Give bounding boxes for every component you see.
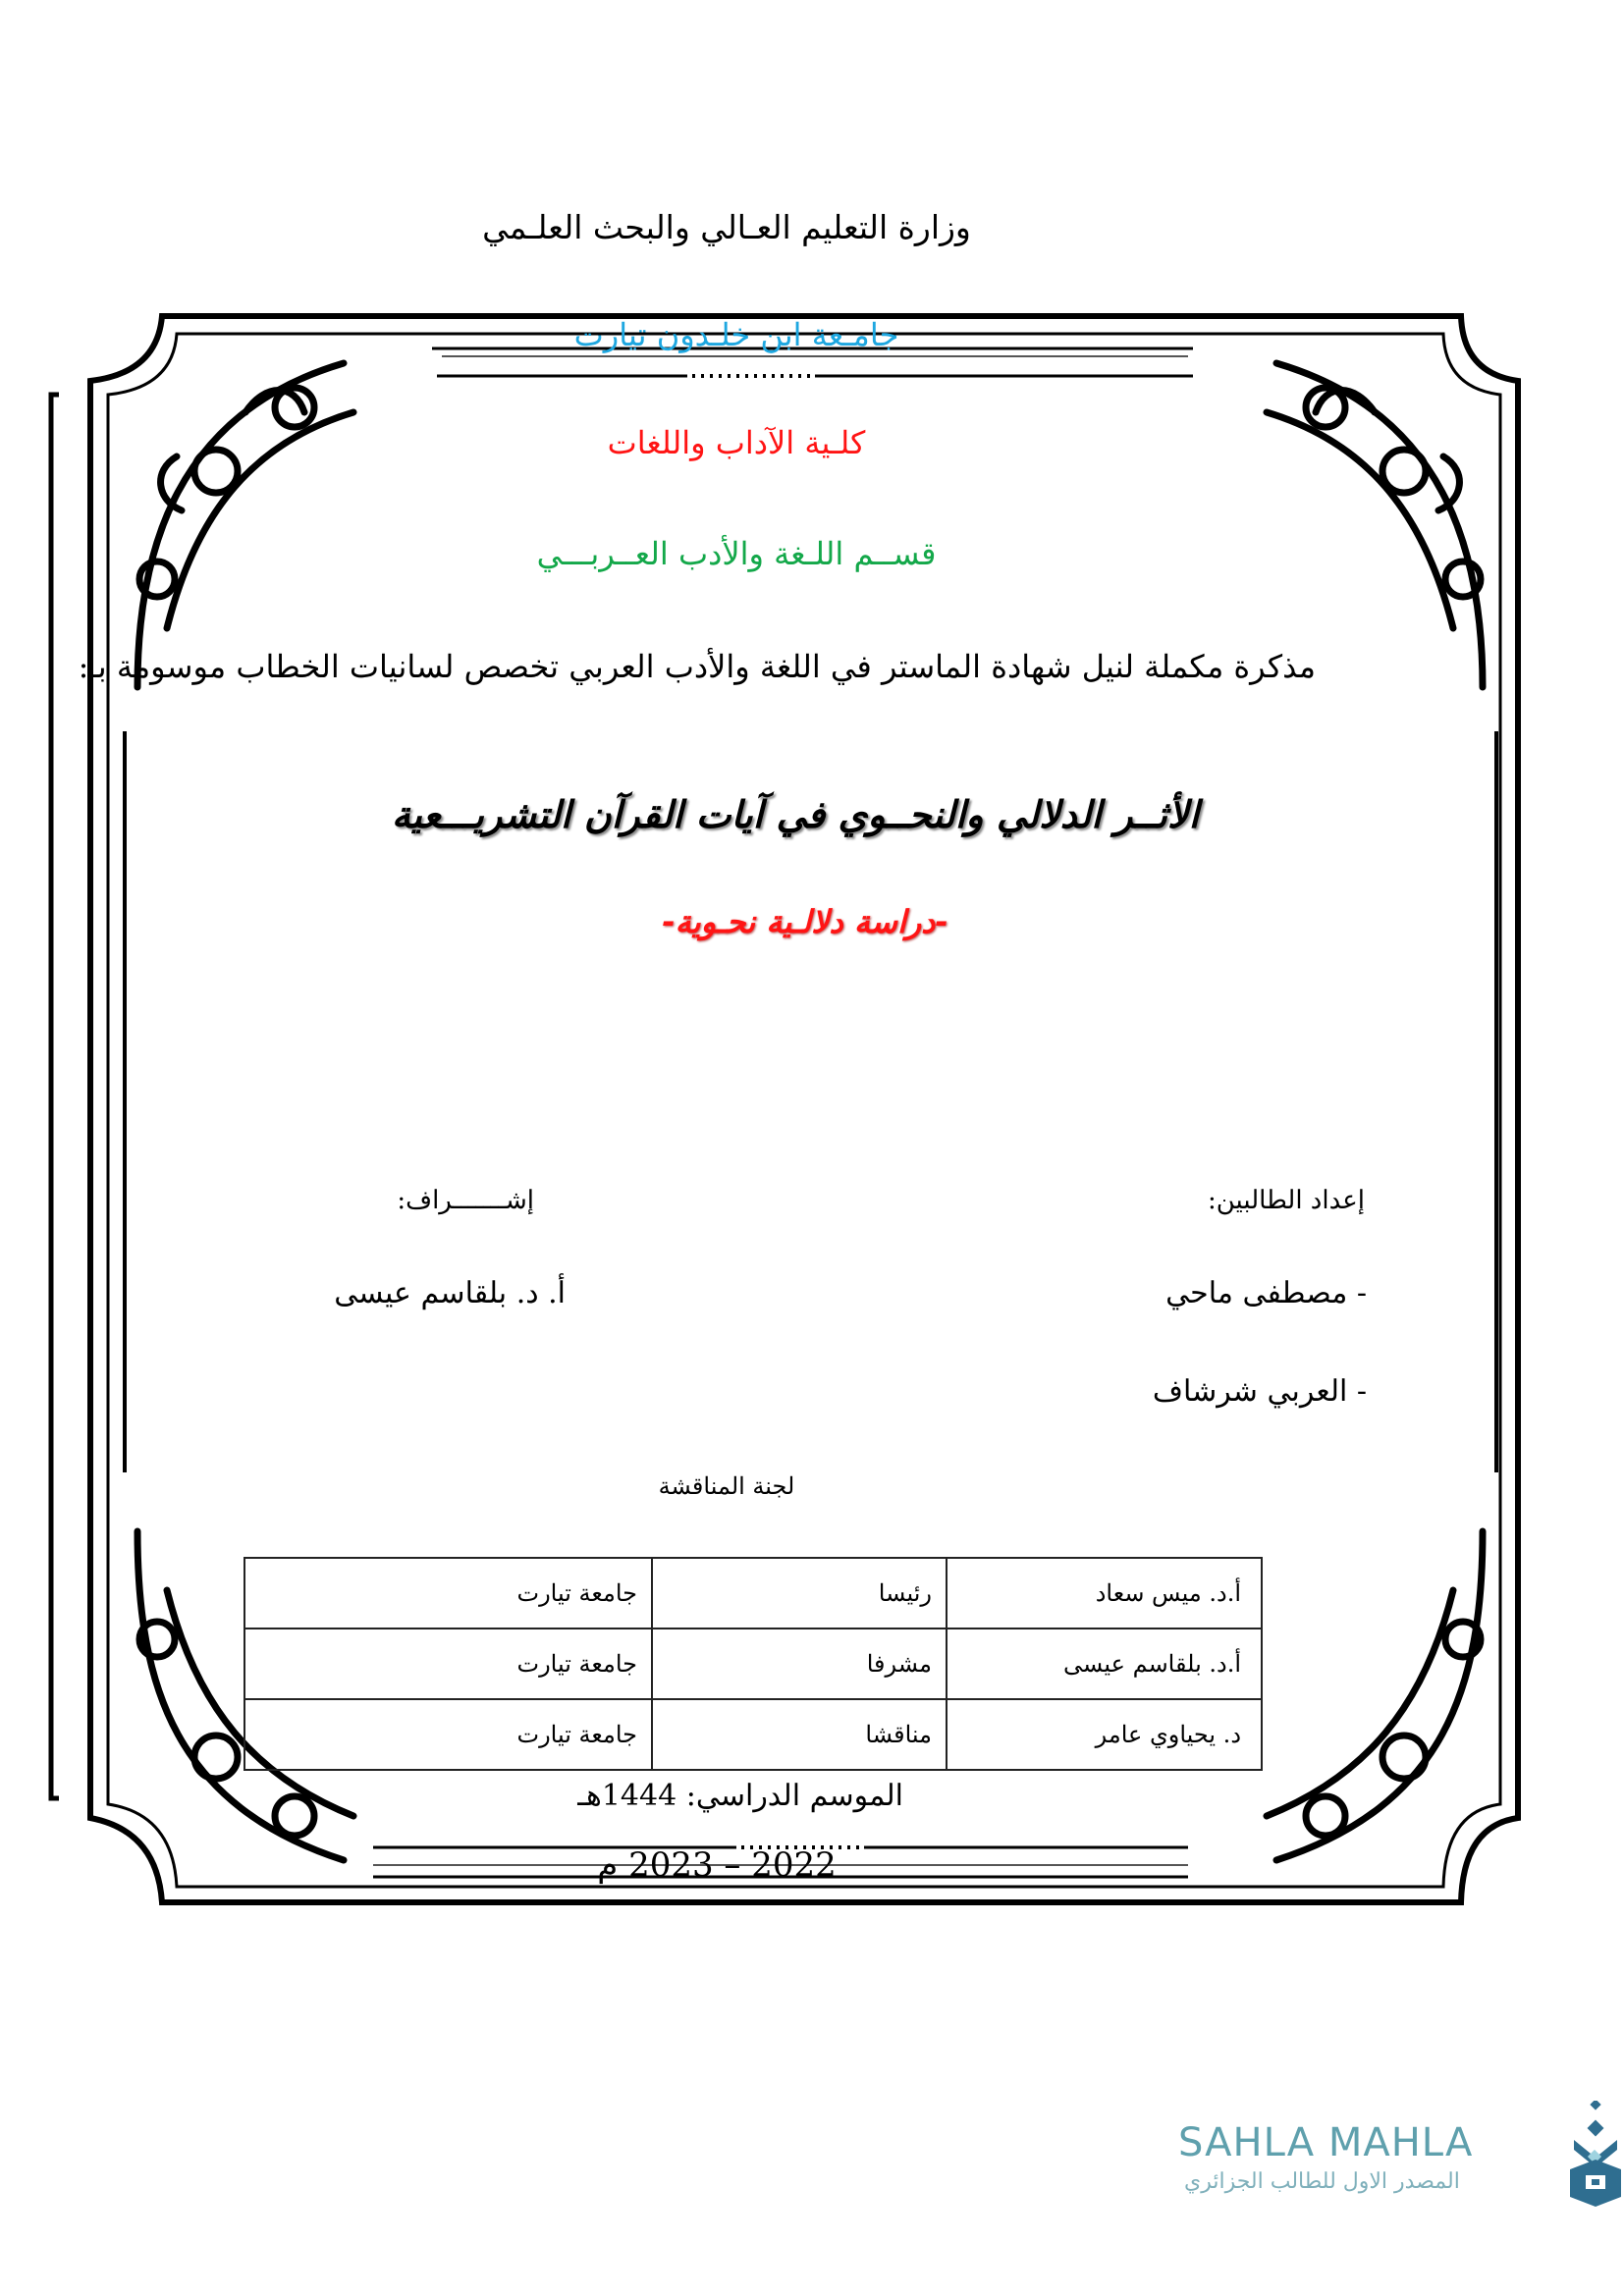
- member-name: د. يحياوي عامر: [947, 1699, 1262, 1770]
- table-row: [244, 1558, 1262, 1629]
- logo-brand: SAHLA MAHLA: [1178, 2120, 1474, 2165]
- member-institution: جامعة تيارت: [244, 1629, 652, 1699]
- supervisor-name: أ. د. بلقاسم عيسى: [334, 1276, 566, 1310]
- member-institution: جامعة تيارت: [244, 1699, 652, 1770]
- student-name: - العربي شرشاف: [1152, 1374, 1367, 1409]
- committee-title: لجنة المناقشة: [658, 1472, 795, 1500]
- academic-season: الموسم الدراسي: 1444هـ: [577, 1779, 903, 1813]
- table-row: [244, 1699, 1262, 1770]
- academic-years: 2022 – 2023 م: [597, 1845, 837, 1885]
- supervision-label: إشـــــــراف:: [397, 1186, 534, 1215]
- faculty-name: كلـية الآداب واللغات: [607, 424, 866, 461]
- department-name: قســم اللـغة والأدب العــربـــي: [536, 535, 937, 572]
- students-label: إعداد الطالبين:: [1207, 1186, 1365, 1215]
- member-role: رئيسا: [652, 1558, 947, 1629]
- ministry-heading: وزارة التعليم العـالي والبحث العلـمي: [482, 208, 971, 246]
- member-role: مناقشا: [652, 1699, 947, 1770]
- member-name: أ.د. ميس سعاد: [947, 1558, 1262, 1629]
- thesis-title: الأثــر الدلالي والنحــوي في آيات القرآن التشريـــعية: [391, 793, 1200, 836]
- member-name: أ.د. بلقاسم عيسى: [947, 1629, 1262, 1699]
- member-institution: جامعة تيارت: [244, 1558, 652, 1629]
- student-name: - مصطفى ماحي: [1165, 1276, 1367, 1310]
- watermark-logo: [1178, 2110, 1624, 2218]
- logo-tagline: المصدر الاول للطالب الجزائري: [1184, 2169, 1460, 2194]
- university-name: جامـعة ابن خلـدون تيارت: [573, 316, 899, 353]
- memo-description: مذكرة مكملة لنيل شهادة الماستر في اللغة والأدب العربي تخصص لسانيات الخطاب موسومة بـ:: [78, 648, 1316, 685]
- thesis-subtitle: -دراسة دلالـية نحـوية-: [662, 903, 948, 940]
- member-role: مشرفا: [652, 1629, 947, 1699]
- arabic-calligraphy-logo-icon: [1566, 2101, 1624, 2209]
- table-row: [244, 1629, 1262, 1699]
- committee-table: [244, 1557, 1263, 1771]
